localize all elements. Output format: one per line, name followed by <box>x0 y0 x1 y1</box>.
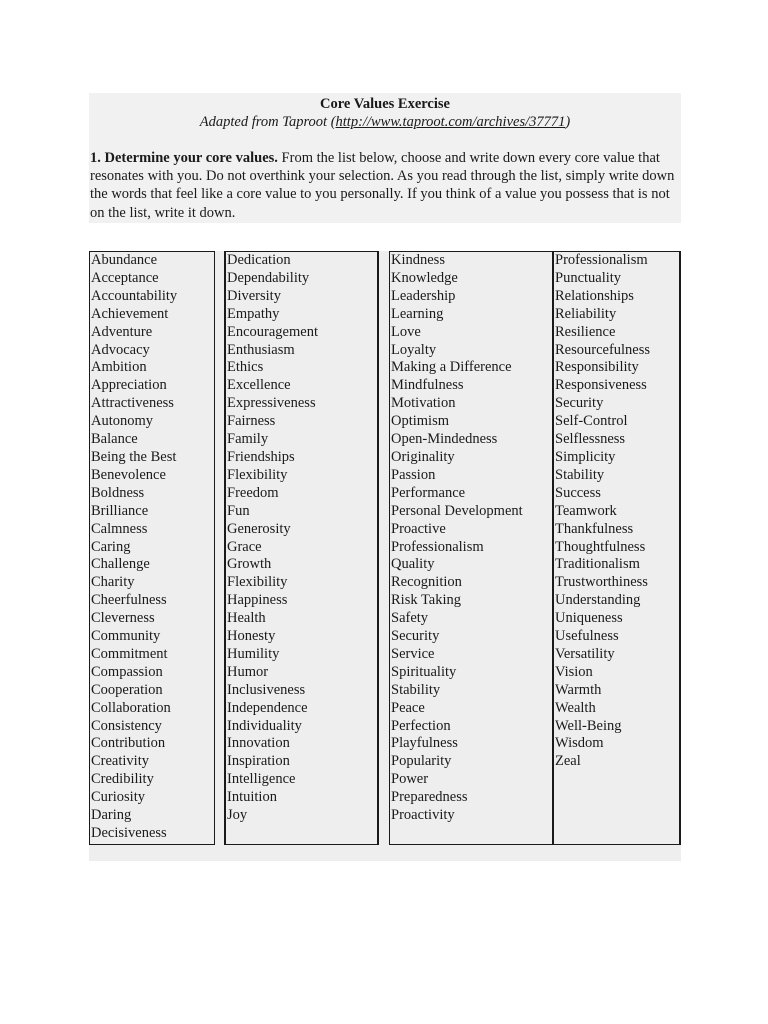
value-word: Diversity <box>227 287 281 304</box>
header-block <box>89 93 681 223</box>
value-word: Happiness <box>227 592 288 609</box>
value-word: Cheerfulness <box>91 592 167 609</box>
value-word: Responsiveness <box>555 377 647 394</box>
value-word: Honesty <box>227 628 276 645</box>
value-word: Humor <box>227 663 269 680</box>
value-word: Humility <box>227 645 280 662</box>
value-word: Appreciation <box>91 377 167 394</box>
value-word: Quality <box>391 556 435 573</box>
value-word: Flexibility <box>227 574 288 591</box>
value-word: Traditionalism <box>555 556 640 573</box>
value-word: Credibility <box>91 771 154 788</box>
value-word: Commitment <box>91 645 168 662</box>
value-word: Risk Taking <box>391 592 462 609</box>
value-word: Ambition <box>91 359 147 376</box>
value-word: Trustworthiness <box>555 574 648 591</box>
value-word: Professionalism <box>555 252 648 268</box>
value-word: Teamwork <box>555 502 617 519</box>
value-word: Compassion <box>91 663 163 680</box>
value-word: Dedication <box>227 252 291 268</box>
value-word: Brilliance <box>91 502 149 519</box>
values-column-1 <box>89 251 215 845</box>
subtitle-prefix: Adapted from Taproot ( <box>199 114 336 130</box>
value-word: Resilience <box>555 323 616 340</box>
value-word: Generosity <box>227 520 291 537</box>
value-word: Autonomy <box>91 413 154 430</box>
value-word: Dependability <box>227 269 310 286</box>
value-word: Mindfulness <box>391 377 464 394</box>
value-word: Contribution <box>91 735 166 752</box>
value-word: Creativity <box>91 753 149 770</box>
value-word: Excellence <box>227 377 291 394</box>
value-word: Motivation <box>391 395 456 412</box>
step-text: From the list below, choose and write down every core value that resonates with you. Do not overthink your selection. As you read through the list, simply write down the words that feel like a core value to you personally. If you think of a value you possess that is not on the list, write it down. <box>90 150 675 221</box>
value-word: Loyalty <box>391 341 437 358</box>
value-word: Resourcefulness <box>555 341 651 358</box>
value-word: Fairness <box>227 413 276 430</box>
value-word: Love <box>391 323 421 340</box>
value-word: Stability <box>391 681 441 698</box>
value-word: Peace <box>391 699 425 716</box>
value-word: Originality <box>391 448 455 465</box>
value-word: Challenge <box>91 556 150 573</box>
value-word: Friendships <box>227 448 295 465</box>
value-word: Adventure <box>91 323 153 340</box>
value-word: Kindness <box>391 252 445 268</box>
value-word: Wealth <box>555 699 596 716</box>
value-word: Boldness <box>91 484 145 501</box>
value-word: Learning <box>391 305 444 322</box>
value-word: Self-Control <box>555 413 628 430</box>
value-word: Wisdom <box>555 735 604 752</box>
value-word: Charity <box>91 574 135 591</box>
value-word: Acceptance <box>91 269 159 286</box>
source-link[interactable]: http://www.taproot.com/archives/37771 <box>335 114 566 130</box>
value-word: Balance <box>91 431 138 448</box>
value-word: Thankfulness <box>555 520 634 537</box>
value-word: Security <box>555 395 604 412</box>
value-word: Uniqueness <box>555 610 623 627</box>
value-word: Recognition <box>391 574 462 591</box>
value-word: Warmth <box>555 681 602 698</box>
value-word: Inclusiveness <box>227 681 306 698</box>
values-column-4 <box>552 251 681 845</box>
value-word: Service <box>391 645 435 662</box>
value-word: Safety <box>391 610 429 627</box>
value-word: Vision <box>555 663 593 680</box>
value-word: Decisiveness <box>91 825 167 841</box>
value-word: Cleverness <box>91 610 155 627</box>
value-word: Zeal <box>555 753 581 770</box>
value-word: Joy <box>227 807 248 824</box>
value-word: Optimism <box>391 413 450 430</box>
value-word: Intuition <box>227 789 277 806</box>
value-word: Independence <box>227 699 308 716</box>
value-word: Simplicity <box>555 448 616 465</box>
value-word: Cooperation <box>91 681 163 698</box>
value-word: Caring <box>91 538 131 555</box>
value-word: Responsibility <box>555 359 639 376</box>
value-word: Accountability <box>91 287 178 304</box>
value-word: Expressiveness <box>227 395 316 412</box>
value-word: Thoughtfulness <box>555 538 646 555</box>
value-word: Empathy <box>227 305 280 322</box>
value-word: Calmness <box>91 520 148 537</box>
value-word: Collaboration <box>91 699 171 716</box>
document-subtitle <box>89 113 681 131</box>
subtitle-suffix: ) <box>565 114 571 130</box>
document-title: Core Values Exercise <box>320 96 450 112</box>
value-word: Success <box>555 484 601 501</box>
value-word: Well-Being <box>555 717 622 734</box>
value-word: Versatility <box>555 645 615 662</box>
value-word: Perfection <box>391 717 451 734</box>
value-word: Proactivity <box>391 807 455 824</box>
value-word: Spirituality <box>391 663 457 680</box>
value-word: Proactive <box>391 520 446 537</box>
value-word: Punctuality <box>555 269 622 286</box>
value-word: Advocacy <box>91 341 150 358</box>
value-word: Ethics <box>227 359 264 376</box>
value-word: Leadership <box>391 287 456 304</box>
value-word: Making a Difference <box>391 359 512 376</box>
value-word: Security <box>391 628 440 645</box>
value-word: Health <box>227 610 266 627</box>
value-word: Relationships <box>555 287 634 304</box>
value-word: Intelligence <box>227 771 296 788</box>
value-word: Personal Development <box>391 502 523 519</box>
value-word: Knowledge <box>391 269 458 286</box>
value-word: Benevolence <box>91 466 166 483</box>
value-word: Daring <box>91 807 132 824</box>
value-word: Grace <box>227 538 262 555</box>
value-word: Inspiration <box>227 753 290 770</box>
value-word: Being the Best <box>91 448 177 465</box>
value-word: Power <box>391 771 429 788</box>
value-word: Attractiveness <box>91 395 174 412</box>
value-word: Open-Mindedness <box>391 431 498 448</box>
value-word: Flexibility <box>227 466 288 483</box>
value-word: Understanding <box>555 592 641 609</box>
value-word: Family <box>227 431 269 448</box>
value-word: Curiosity <box>91 789 145 806</box>
value-word: Innovation <box>227 735 290 752</box>
value-word: Individuality <box>227 717 302 734</box>
instructions-paragraph <box>90 149 680 222</box>
values-column-2 <box>224 251 379 845</box>
value-word: Popularity <box>391 753 452 770</box>
value-word: Fun <box>227 502 250 519</box>
value-word: Community <box>91 628 161 645</box>
value-word: Usefulness <box>555 628 619 645</box>
value-word: Growth <box>227 556 272 573</box>
value-word: Performance <box>391 484 466 501</box>
value-word: Abundance <box>91 252 158 268</box>
step-label: 1. Determine your core values. <box>90 150 278 166</box>
value-word: Selflessness <box>555 431 626 448</box>
value-word: Playfulness <box>391 735 458 752</box>
value-word: Preparedness <box>391 789 468 806</box>
value-word: Reliability <box>555 305 617 322</box>
value-word: Freedom <box>227 484 279 501</box>
value-word: Encouragement <box>227 323 318 340</box>
value-word: Passion <box>391 466 436 483</box>
value-word: Professionalism <box>391 538 484 555</box>
value-word: Consistency <box>91 717 162 734</box>
value-word: Achievement <box>91 305 169 322</box>
values-column-3 <box>389 251 553 845</box>
value-word: Stability <box>555 466 605 483</box>
value-word: Enthusiasm <box>227 341 295 358</box>
values-table <box>89 251 681 861</box>
